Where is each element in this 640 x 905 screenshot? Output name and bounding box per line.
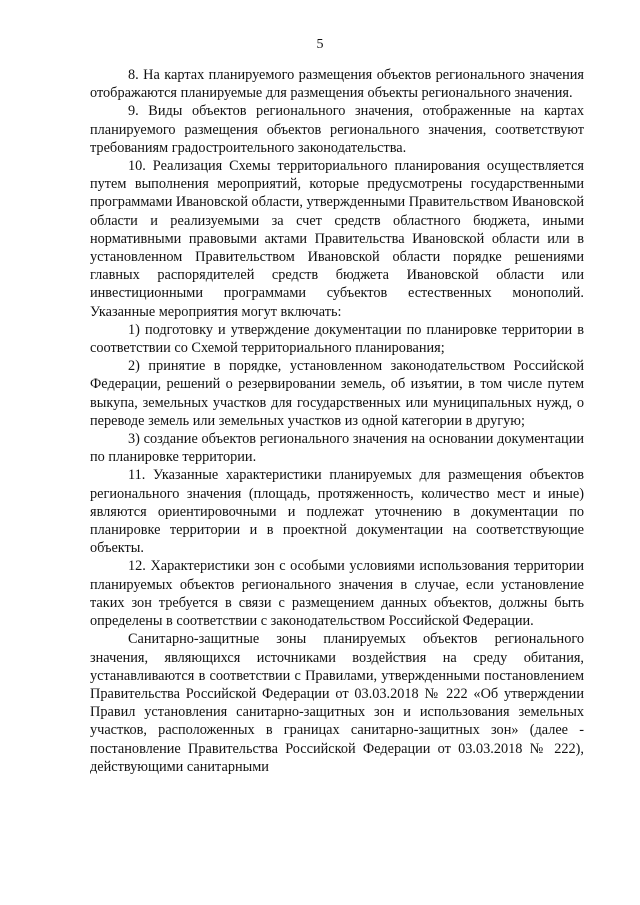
paragraph-11: 11. Указанные характеристики планируемых для размещения объектов регионального значения (площадь, протяженность, количество мест и иные) являются ориентировочными и подлежат уточнению в документации по планировке территории и в проектной документации на соответствующие объекты.: [90, 467, 584, 557]
paragraph-sanitary-zones: Санитарно-защитные зоны планируемых объектов регионального значения, являющихся источниками воздействия на среду обитания, устанавливаются в соответствии с Правилами, утвержденными постановлением Правительства Российской Федерации от 03.03.2018 № 222 «Об утверждении Правил установления санитарно-защитных зон и использования земельных участков, расположенных в границах санитарно-защитных зон» (далее - постановление Правительства Российской Федерации от 03.03.2018 № 222), действующими санитарными: [90, 631, 584, 775]
list-item-1: 1) подготовку и утверждение документации по планировке территории в соответствии со Схемой территориального планирования;: [90, 321, 584, 357]
document-body: [90, 66, 584, 776]
page-number: 5: [316, 37, 324, 52]
paragraph-8: 8. На картах планируемого размещения объектов регионального значения отображаются планируемые для размещения объекты регионального значения.: [90, 67, 584, 102]
list-item-3: 3) создание объектов регионального значения на основании документации по планировке территории.: [90, 431, 584, 466]
paragraph-10: 10. Реализация Схемы территориального планирования осуществляется путем выполнения мероприятий, которые предусмотрены государственными программами Ивановской области, утвержденными Правительством Ивановской области и реализуемыми за счет средств областного бюджета, иными нормативными правовыми актами Правительства Ивановской области или в установленном Правительством Ивановской области порядке решениями главных распорядителей средств бюджета Ивановской области или инвестиционными программами субъектов естественных монополий. Указанные мероприятия могут включать:: [90, 158, 585, 320]
list-item-2: 2) принятие в порядке, установленном законодательством Российской Федерации, решений о резервировании земель, об изъятии, в том числе путем выкупа, земельных участков для государственных или муниципальных нужд, о переводе земель или земельных участков из одной категории в другую;: [90, 358, 584, 429]
paragraph-12: 12. Характеристики зон с особыми условиями использования территории планируемых объектов регионального значения в случае, если установление таких зон требуется в связи с размещением данных объектов, должны быть определены в соответствии с законодательством Российской Федерации.: [90, 558, 584, 630]
paragraph-9: 9. Виды объектов регионального значения, отображенные на картах планируемого размещения объектов регионального значения, соответствуют требованиям градостроительного законодательства.: [90, 103, 584, 156]
